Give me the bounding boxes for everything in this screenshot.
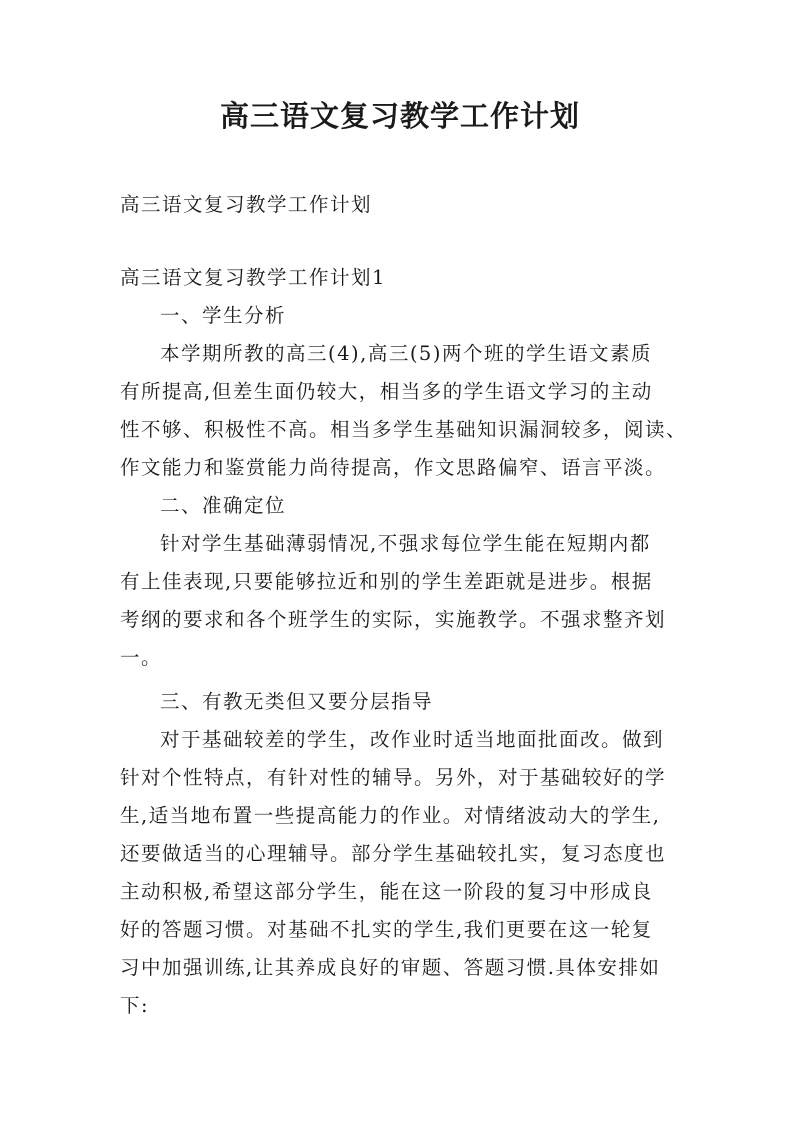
paragraph-line: 有所提高,但差生面仍较大，相当多的学生语文学习的主动 (120, 380, 653, 403)
paragraph-tiered-guidance (120, 721, 690, 1025)
paragraph-line: 主动积极,希望这部分学生，能在这一阶段的复习中形成良 (120, 880, 653, 903)
paragraph-line: 针对学生基础薄弱情况,不强求每位学生能在短期内都 (160, 532, 651, 555)
paragraph-line: 有上佳表现,只要能够拉近和别的学生差距就是进步。根据 (120, 570, 653, 593)
paragraph-line: 考纲的要求和各个班学生的实际，实施教学。不强求整齐划 (120, 608, 667, 631)
section-title: 高三语文复习教学工作计划1 (120, 266, 386, 289)
paragraph-line: 下: (120, 994, 150, 1017)
paragraph-line: 习中加强训练,让其养成良好的审题、答题习惯.具体安排如 (120, 956, 661, 979)
document-body (120, 186, 690, 1025)
paragraph-line: 对于基础较差的学生，改作业时适当地面批面改。做到 (160, 728, 665, 751)
paragraph-line: 针对个性特点，有针对性的辅导。另外，对于基础较好的学 (120, 766, 667, 789)
paragraph-line: 好的答题习惯。对基础不扎实的学生,我们更要在这一轮复 (120, 918, 653, 941)
paragraph-line: 本学期所教的高三(4),高三(5)两个班的学生语文素质 (160, 342, 652, 365)
paragraph-line: 性不够、积极性不高。相当多学生基础知识漏洞较多，阅读、 (120, 418, 688, 441)
paragraph-line: 生,适当地布置一些提高能力的作业。对情绪波动大的学生, (120, 804, 661, 827)
paragraph-positioning (120, 525, 690, 677)
paragraph-line: 还要做适当的心理辅导。部分学生基础较扎实，复习态度也 (120, 842, 667, 865)
paragraph-student-analysis (120, 335, 690, 487)
page-title: 高三语文复习教学工作计划 (219, 99, 580, 133)
document-subtitle: 高三语文复习教学工作计划 (120, 193, 373, 216)
paragraph-line: 作文能力和鉴赏能力尚待提高，作文思路偏窄、语言平淡。 (120, 456, 667, 479)
heading-student-analysis: 一、学生分析 (160, 304, 287, 327)
heading-positioning: 二、准确定位 (160, 494, 287, 517)
paragraph-line: 一。 (120, 646, 163, 669)
heading-tiered-guidance: 三、有教无类但又要分层指导 (160, 690, 434, 713)
